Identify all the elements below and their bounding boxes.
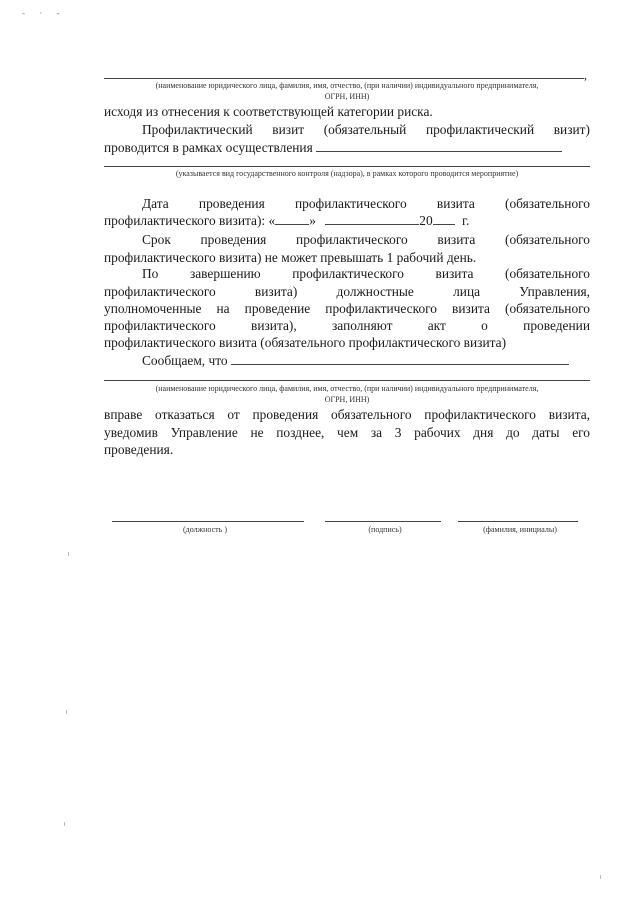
scan-marks: - · -	[22, 8, 66, 18]
organization-caption-2: ОГРН, ИНН)	[324, 92, 370, 101]
after-paragraph-line-5: профилактического визита (обязательного профилактического визита)	[104, 335, 507, 350]
refuse-paragraph-line-1: вправе отказаться от проведения обязательного профилактического визита,	[104, 407, 590, 422]
after-paragraph-line-1: По завершению профилактического визита (обязательного	[142, 266, 590, 281]
visit-paragraph-line-2	[104, 140, 590, 156]
signature-label: (подпись)	[368, 525, 402, 534]
refuse-paragraph-line-2: уведомив Управление не позднее, чем за 3 рабочих дня до даты его	[104, 425, 590, 440]
year-field[interactable]	[433, 213, 455, 225]
scan-speck	[600, 875, 601, 879]
month-field[interactable]	[325, 213, 419, 225]
term-paragraph-line-1: Срок проведения профилактического визита (обязательного	[142, 232, 590, 247]
day-field[interactable]	[275, 213, 309, 225]
position-field[interactable]	[112, 521, 304, 522]
full-name-field[interactable]	[458, 521, 578, 522]
control-type-line	[104, 166, 590, 167]
scan-speck	[66, 710, 67, 714]
inform-org-line	[104, 380, 590, 381]
visit-paragraph-line-1: Профилактический визит (обязательный профилактический визит)	[142, 122, 590, 137]
risk-category-text: исходя из отнесения к соответствующей категории риска.	[104, 104, 433, 119]
organization-caption-1: (наименование юридического лица, фамилия, имя, отчество, (при наличии) индивидуального предпринимателя,	[155, 81, 539, 90]
organization-name-line	[104, 78, 584, 79]
inform-line: Сообщаем, что	[142, 353, 590, 369]
inform-org-field[interactable]	[231, 353, 569, 365]
position-label: (должность )	[183, 525, 227, 534]
inform-org-caption-2: ОГРН, ИНН)	[324, 395, 370, 404]
trailing-comma: ,	[584, 68, 587, 82]
after-paragraph-line-2: профилактического визита) должностные лица Управления,	[104, 284, 590, 299]
term-paragraph-line-2: профилактического визита) не может превышать 1 рабочий день.	[104, 250, 477, 265]
after-paragraph-line-4: профилактического визита), заполняют акт о проведении	[104, 318, 590, 333]
after-paragraph-line-3: уполномоченные на проведение профилактического визита (обязательного	[104, 301, 590, 316]
scan-speck	[68, 552, 69, 556]
full-name-label: (фамилия, инициалы)	[483, 525, 557, 534]
scan-speck	[64, 822, 65, 826]
control-type-field[interactable]	[316, 140, 562, 152]
inform-org-caption-1: (наименование юридического лица, фамилия, имя, отчество, (при наличии) индивидуального предпринимателя,	[155, 384, 539, 393]
signature-field[interactable]	[325, 521, 441, 522]
refuse-paragraph-line-3: проведения.	[104, 442, 174, 457]
control-type-caption: (указывается вид государственного контроля (надзора), в рамках которого проводится мероприятие)	[175, 169, 519, 178]
date-paragraph-line-2: профилактического визита): « » 20 г.	[104, 213, 470, 228]
date-paragraph-line-1: Дата проведения профилактического визита (обязательного	[142, 196, 590, 211]
visit-paragraph-text: проводится в рамках осуществления	[104, 140, 313, 155]
